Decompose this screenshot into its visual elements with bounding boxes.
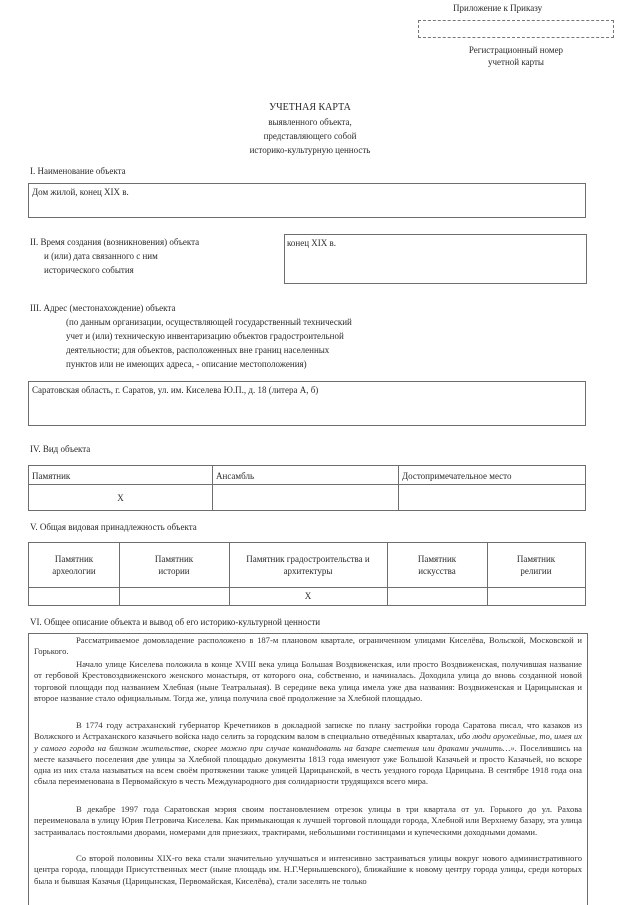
category-architecture-2: архитектуры	[283, 566, 333, 576]
description-paragraph-1: Рассматриваемое домовладение расположено в 187-м плановом квартале, ограниченном улицами Киселёва, Вольской, Московской и Горького.	[34, 635, 582, 657]
section-3-label-1: III. Адрес (местонахождение) объекта	[30, 303, 176, 313]
address-value: Саратовская область, г. Саратов, ул. им. Киселева Ю.П., д. 18 (литера А, б)	[32, 385, 319, 395]
section-2-label-2: и (или) дата связанного с ним	[44, 251, 158, 261]
category-archaeology-2: археологии	[52, 566, 96, 576]
card-subtitle-1: выявленного объекта,	[268, 117, 352, 127]
object-type-table	[28, 465, 586, 511]
description-box	[28, 633, 588, 905]
category-table	[28, 542, 586, 606]
type-mark: Х	[117, 493, 124, 503]
type-col-ensemble: Ансамбль	[216, 471, 255, 481]
category-religion-1: Памятник	[516, 554, 556, 564]
registration-caption-1: Регистрационный номер	[468, 45, 564, 55]
section-3-label-5: пунктов или не имеющих адреса, - описание местоположения)	[66, 359, 307, 369]
section-1-heading: I. Наименование объекта	[30, 166, 126, 176]
section-2-label-3: исторического события	[44, 265, 134, 275]
section-3-label-4: деятельности; для объектов, расположенных вне границ населенных	[66, 345, 330, 355]
category-history-2: истории	[158, 566, 190, 576]
section-3-label-2: (по данным организации, осуществляющей государственный технический	[66, 317, 352, 327]
card-subtitle-2: представляющего собой	[263, 131, 357, 141]
object-name-value: Дом жилой, конец XIX в.	[32, 187, 129, 197]
address-box	[28, 381, 586, 426]
card-title: УЧЕТНАЯ КАРТА	[269, 102, 351, 113]
type-col-landmark: Достопримечательное место	[402, 471, 512, 481]
description-paragraph-3-part-2: Поселившись на месте казачьего поселения две улицы за Хлебной площадью документы 1813 года именуют уже Большой Казачьей и просто Казачьей, но вскоре одна из них стала называться на всем своём протяжении также улицей Царицынской, в честь уездного города Царицына. В сентябре 1918 года она сбыла переименована в Первомайскую в честь Международного дня солидарности трудящихся всего мира.	[34, 742, 582, 787]
object-name-box	[28, 183, 586, 218]
description-paragraph-5: Со второй половины XIX-го века стали значительно улучшаться и интенсивно застраиваться улицы вокруг нового административного центра города, площади Присутственных мест (ныне площадь им. Н.Г.Чернышевского), ближайшие к новому центру города улицы, среди которых была и бывшая Казачья (Царицынская, Первомайская, Киселёва), стали заселять не только	[34, 853, 582, 886]
description-paragraph-2: Начало улице Киселева положила в конце XVIII века улица Большая Воздвиженская, или просто Воздвиженская, получившая название от гербовой Крестовоздвиженского женского монастыря, от которого она, собственно, и начиналась. Доходила улица до вновь созданной новой торговой площади под названием Хлебная (ныне Театральная). В середине века улица имела уже два названия: Воздвиженская и Царицынская и второе название стало официальным. Тогда же, улица получила своё продолжение за Хлебной площадью.	[34, 659, 582, 703]
category-religion-2: религии	[520, 566, 552, 576]
category-archaeology-1: Памятник	[54, 554, 94, 564]
category-mark: Х	[304, 591, 312, 601]
appendix-note: Приложение к Приказу	[453, 3, 543, 13]
registration-number-field	[418, 20, 614, 38]
creation-time-value: конец XIX в.	[287, 238, 337, 248]
category-art-2: искусства	[418, 566, 456, 576]
category-architecture-1: Памятник градостроительства и	[246, 554, 370, 564]
category-art-1: Памятник	[417, 554, 457, 564]
category-history-1: Памятник	[154, 554, 194, 564]
section-2-label-1: II. Время создания (возникновения) объекта	[30, 237, 200, 247]
description-paragraph-4: В декабре 1997 года Саратовская мэрия своим постановлением отрезок улицы в три квартала от ул. Горького до ул. Рахова переименовала в улицу Юрия Петровича Киселева. Как примыкающая к лучшей торговой площади города, Хлебной или Верхнему базару, эта улица застраивалась постоялыми дворами, номерами для приезжих, трактирами, небольшими гостиницами и купеческими доходными домами.	[34, 804, 582, 837]
type-col-monument: Памятник	[32, 471, 71, 481]
creation-time-box	[284, 234, 587, 284]
section-3-label-3: учет и (или) техническую инвентаризацию объектов градостроительной	[66, 331, 344, 341]
description-paragraph-3-part-1: В 1774 году астраханский губернатор Кречетников в докладной записке по плану застройки города Саратова писал, что казаков из Волжского и Астраханского казачьего войска надо селить за городским валом в специально отведённых кварталах,	[34, 720, 582, 742]
description-paragraph-3	[34, 720, 582, 788]
section-6-heading: VI. Общее описание объекта и вывод об его историко-культурной ценности	[30, 617, 321, 627]
section-5-heading: V. Общая видовая принадлежность объекта	[30, 522, 197, 532]
card-subtitle-3: историко-культурную ценность	[249, 145, 371, 155]
registration-caption-2: учетной карты	[488, 57, 544, 67]
description-quote: ибо люди оружейные, то, имея их у самого города на близком жительстве, скорее можно при случае командовать на базаре сметения или драками учинить…».	[34, 731, 583, 753]
section-4-heading: IV. Вид объекта	[30, 444, 91, 454]
